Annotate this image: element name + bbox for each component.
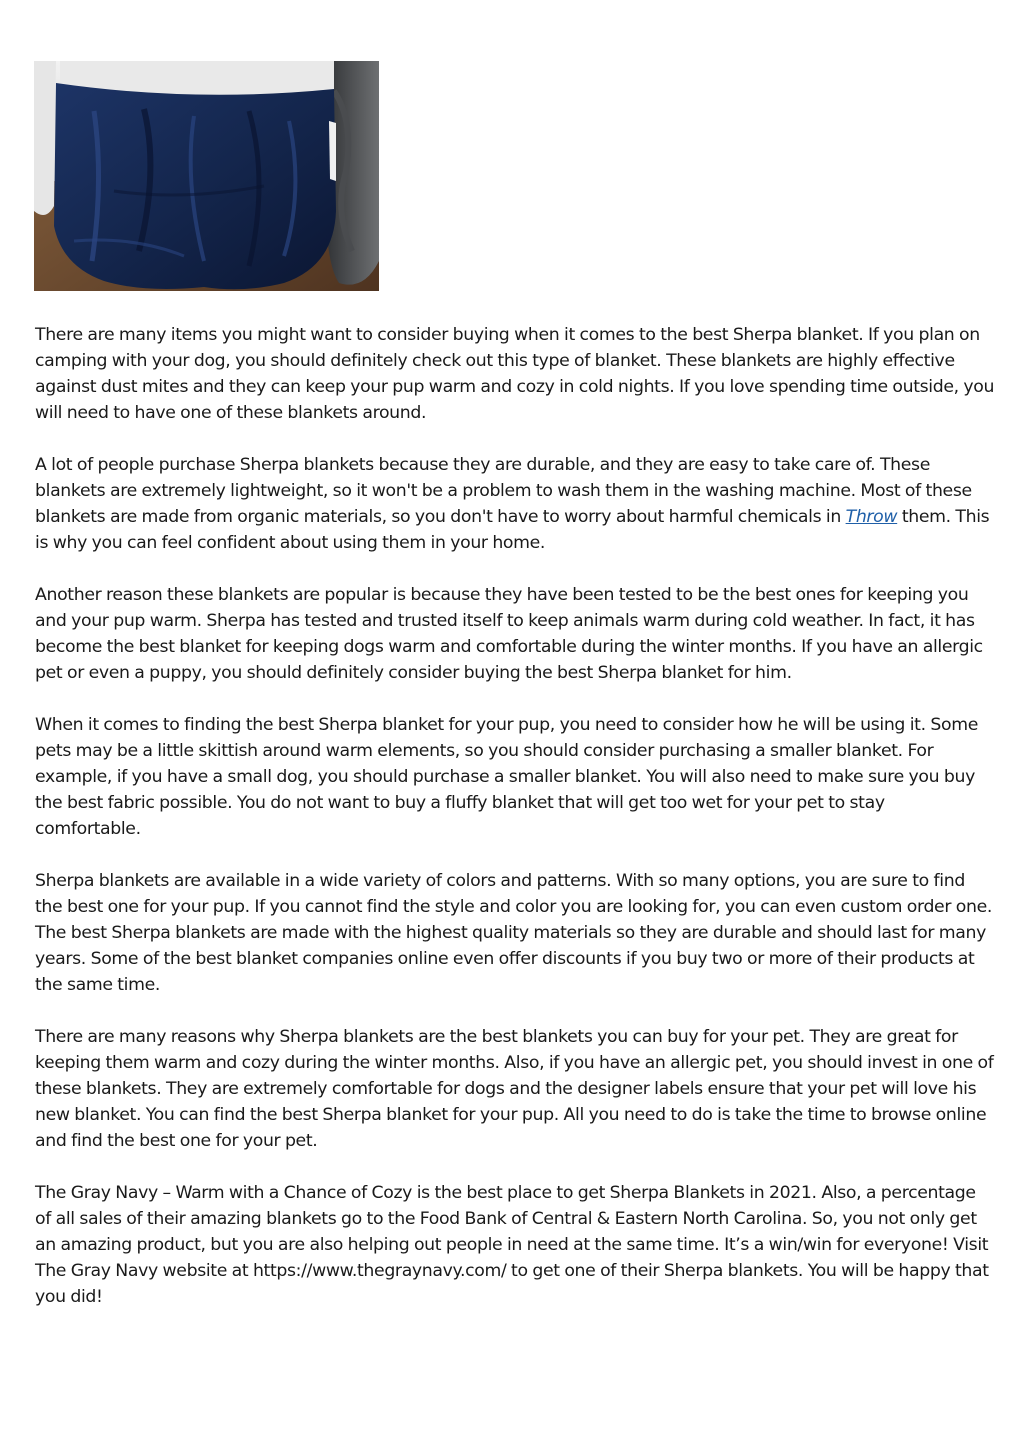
paragraph-6: There are many reasons why Sherpa blankets are the best blankets you can buy for your pet. They are great for keeping them warm and cozy during the winter months. Also, if you have an allergic pet, you should invest in one of these blankets. They are extremely comfortable for dogs and the designer labels ensure that your pet will love his new blanket. You can find the best Sherpa blanket for your pup. All you need to do is take the time to browse online and find the best one for your pet. [35,1027,994,1151]
article-body [35,322,995,1336]
paragraph-7: The Gray Navy – Warm with a Chance of Cozy is the best place to get Sherpa Blankets in 2021. Also, a percentage of all sales of their amazing blankets go to the Food Bank of Central & Eastern North Carolina. So, you not only get an amazing product, but you are also helping out people in need at the same time. It’s a win/win for everyone! Visit The Gray Navy website at https://www.thegraynavy.com/ to get one of their Sherpa blankets. You will be happy that you did! [35,1183,989,1307]
paragraph-3: Another reason these blankets are popular is because they have been tested to be the best ones for keeping you and your pup warm. Sherpa has tested and trusted itself to keep animals warm during cold weather. In fact, it has become the best blanket for keeping dogs warm and comfortable during the winter months. If you have an allergic pet or even a puppy, you should definitely consider buying the best Sherpa blanket for him. [35,585,983,683]
paragraph-2-text-before: A lot of people purchase Sherpa blankets because they are durable, and they are easy to take care of. These blankets are extremely lightweight, so it won't be a problem to wash them in the washing machine. Most of these blankets are made from organic materials, so you don't have to worry about harmful chemicals in [35,455,972,527]
paragraph-2-text-after: them. This is why you can feel confident about using them in your home. [35,507,990,553]
paragraph-5: Sherpa blankets are available in a wide variety of colors and patterns. With so many options, you are sure to find the best one for your pup. If you cannot find the style and color you are looking for, you can even custom order one. The best Sherpa blankets are made with the highest quality materials so they are durable and should last for many years. Some of the best blanket companies online even offer discounts if you buy two or more of their products at the same time. [35,871,992,995]
paragraph-2 [35,452,995,556]
paragraph-1: There are many items you might want to consider buying when it comes to the best Sherpa blanket. If you plan on camping with your dog, you should definitely check out this type of blanket. These blankets are highly effective against dust mites and they can keep your pup warm and cozy in cold nights. If you love spending time outside, you will need to have one of these blankets around. [35,325,995,423]
blanket-photo [34,61,379,291]
throw-link[interactable]: Throw [845,507,898,527]
blanket-photo-illustration [34,61,379,291]
paragraph-4: When it comes to finding the best Sherpa blanket for your pup, you need to consider how he will be using it. Some pets may be a little skittish around warm elements, so you should consider purchasing a smaller blanket. For example, if you have a small dog, you should purchase a smaller blanket. You will also need to make sure you buy the best fabric possible. You do not want to buy a fluffy blanket that will get too wet for your pet to stay comfortable. [35,715,978,839]
